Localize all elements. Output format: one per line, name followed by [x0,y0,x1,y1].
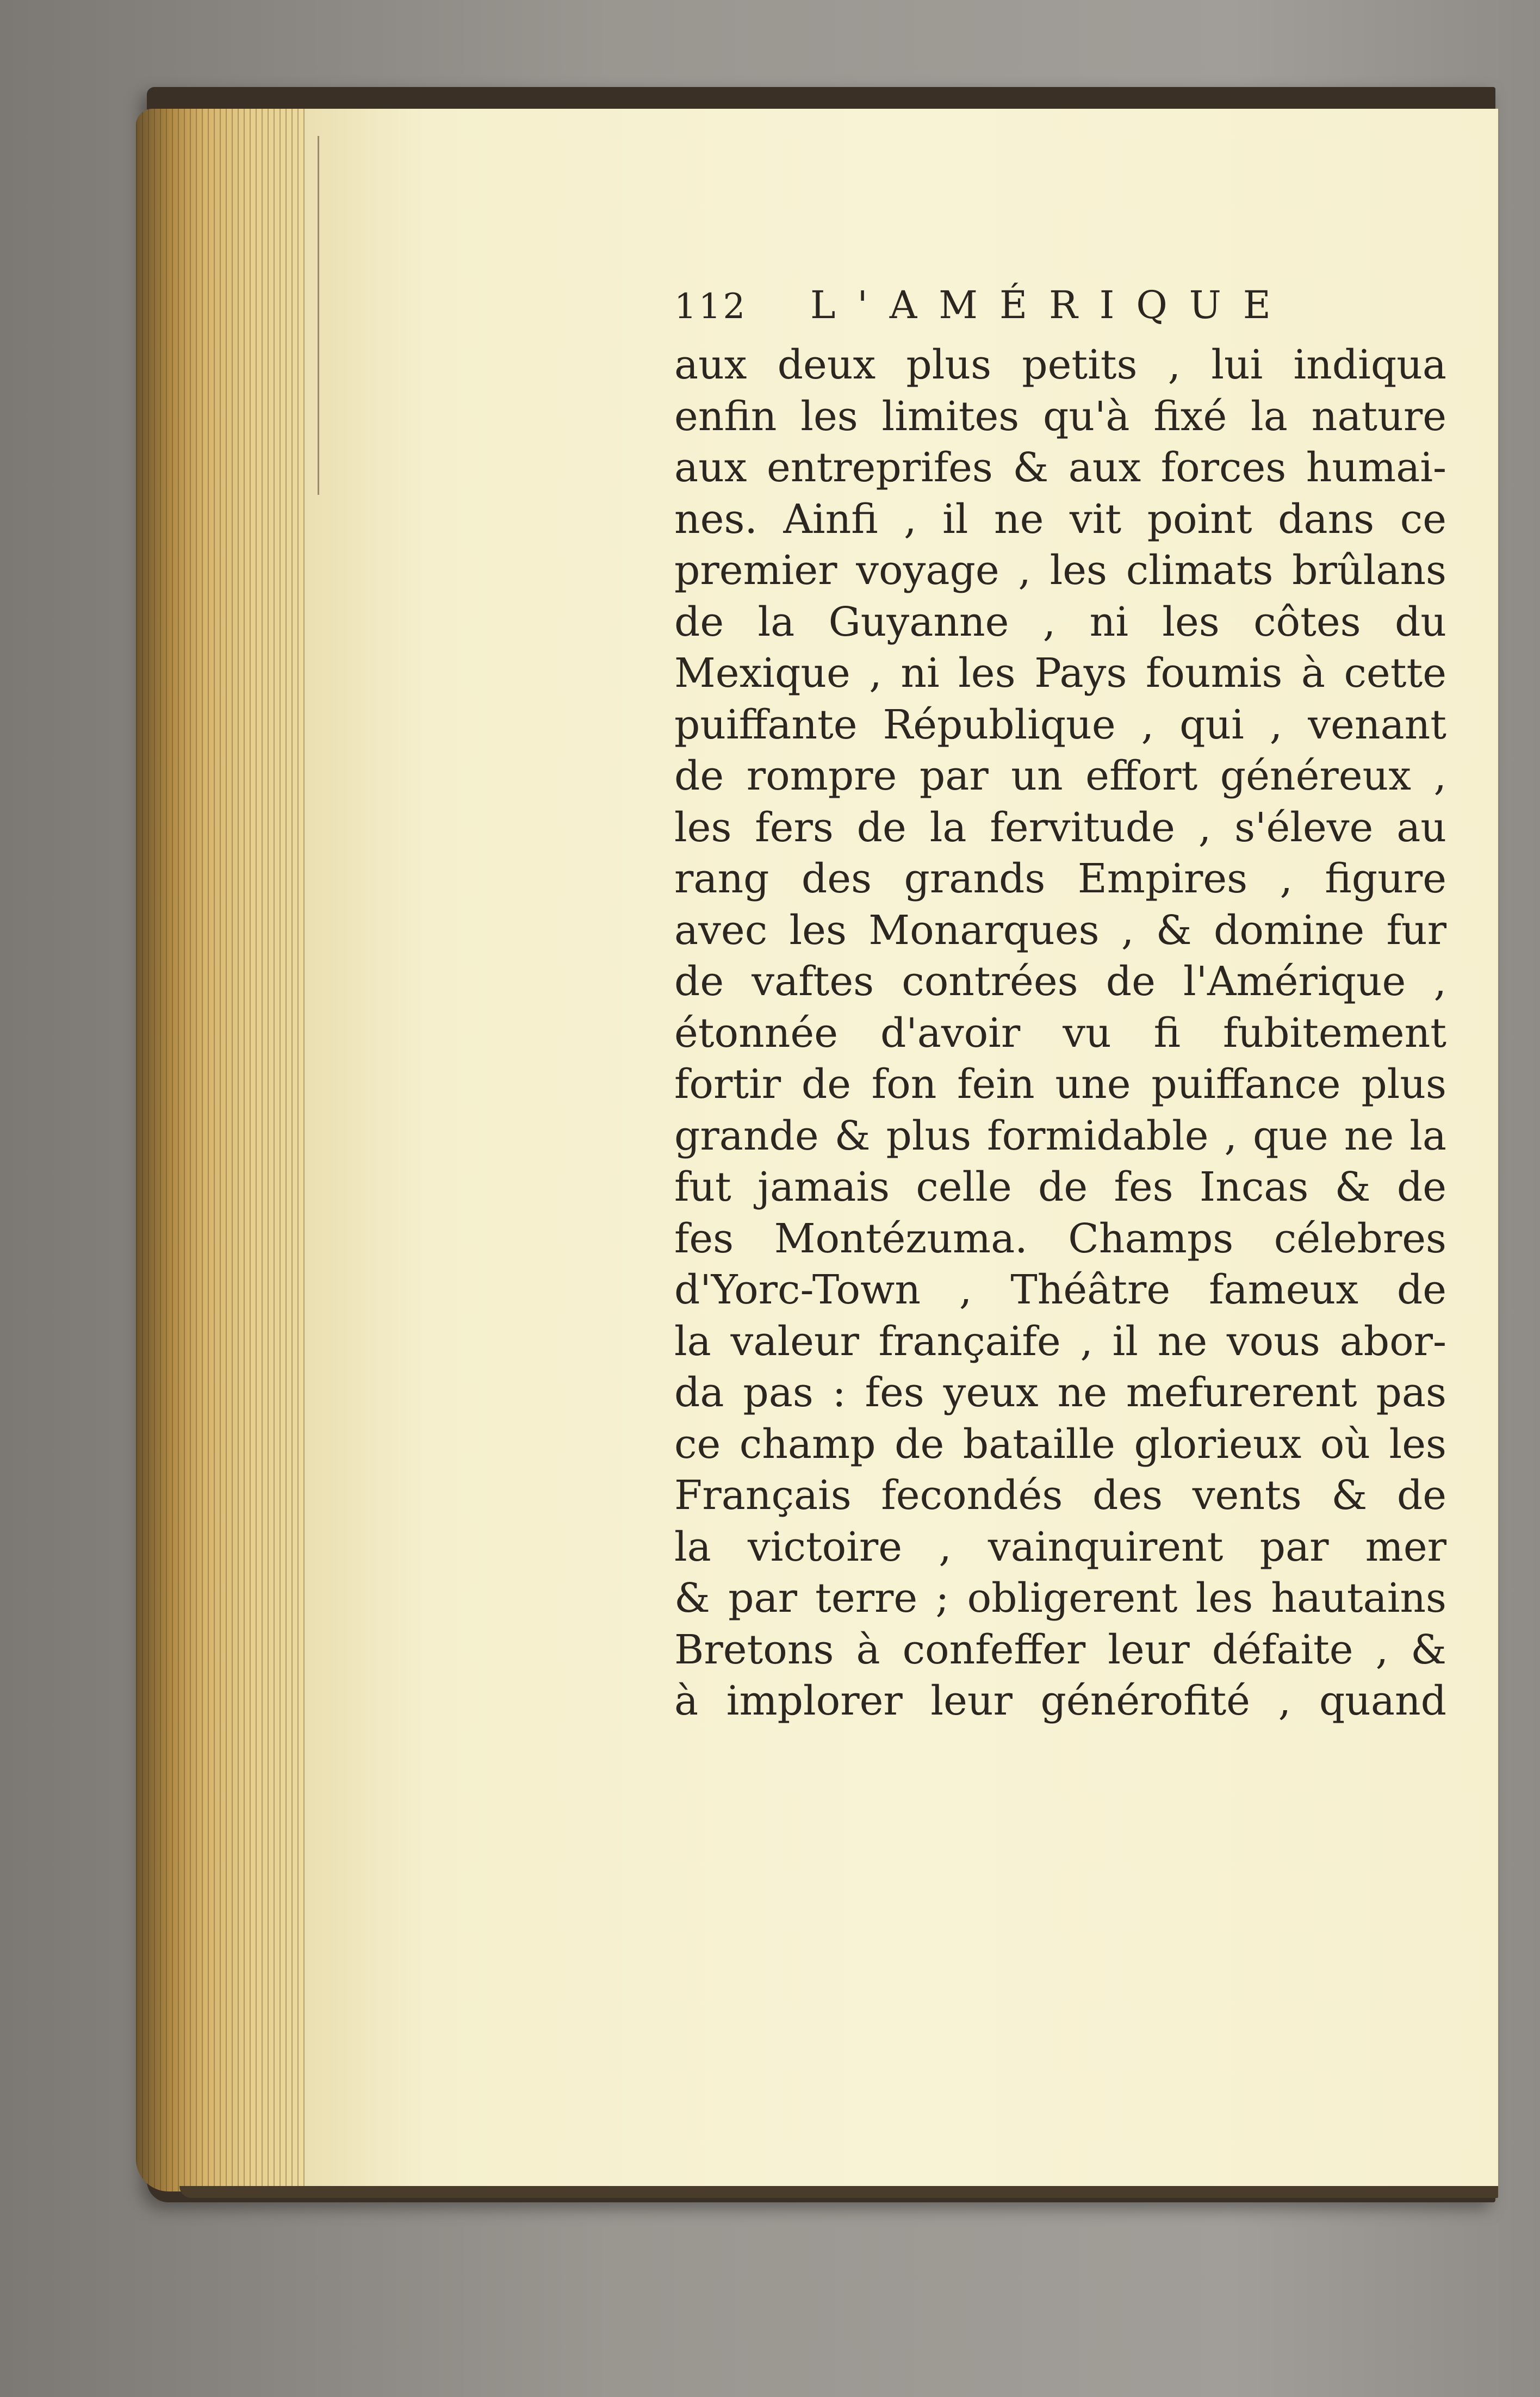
running-head [674,283,1446,339]
text-line: fes Montézuma. Champs célebres [674,1215,1446,1262]
page-stack-edges [136,109,332,2191]
gutter-line [318,136,319,495]
text-line: étonnée d'avoir vu fi fubitement [674,1009,1446,1057]
text-line: grande & plus formidable , que ne la [674,1112,1446,1159]
page-bottom-edge [179,2186,1498,2198]
text-line: aux entreprifes & aux forces humai- [674,444,1446,491]
text-line: puiffante République , qui , venant [674,701,1446,748]
text-line: de rompre par un effort généreux , [674,753,1446,799]
text-line: de la Guyanne , ni les côtes du [674,598,1446,645]
text-line: enfin les limites qu'à fixé la nature [674,393,1446,440]
running-head-title: L'AMÉRIQUE [810,283,1293,327]
text-line: la valeur françaife , il ne vous abor- [674,1318,1446,1365]
text-line: Français fecondés des vents & de [674,1472,1446,1519]
text-line: Bretons à confeffer leur défaite , & [674,1626,1446,1673]
text-line: rang des grands Empires , figure [674,855,1446,902]
text-line: fut jamais celle de fes Incas & de [674,1164,1446,1210]
page-number: 112 [674,287,748,327]
text-line: nes. Ainfi , il ne vit point dans ce [674,495,1446,543]
text-line: da pas : fes yeux ne mefurerent pas [674,1369,1446,1416]
text-line: les fers de la fervitude , s'éleve au [674,804,1446,851]
text-line: à implorer leur générofité , quand [674,1678,1446,1724]
text-line: d'Yorc-Town , Théâtre fameux de [674,1266,1446,1313]
text-line: avec les Monarques , & domine fur [674,906,1446,954]
text-line: ce champ de bataille glorieux où les [674,1420,1446,1468]
text-line: de vaftes contrées de l'Amérique , [674,958,1446,1005]
text-line: Mexique , ni les Pays foumis à cette [674,650,1446,697]
text-line: la victoire , vainquirent par mer [674,1523,1446,1570]
text-line: & par terre ; obligerent les hautains [674,1575,1446,1622]
text-line: premier voyage , les climats brûlans [674,547,1446,594]
text-block [674,283,1446,1727]
text-line: fortir de fon fein une puiffance plus [674,1061,1446,1108]
text-line: aux deux plus petits , lui indiqua [674,341,1446,388]
body-text [674,339,1446,1727]
